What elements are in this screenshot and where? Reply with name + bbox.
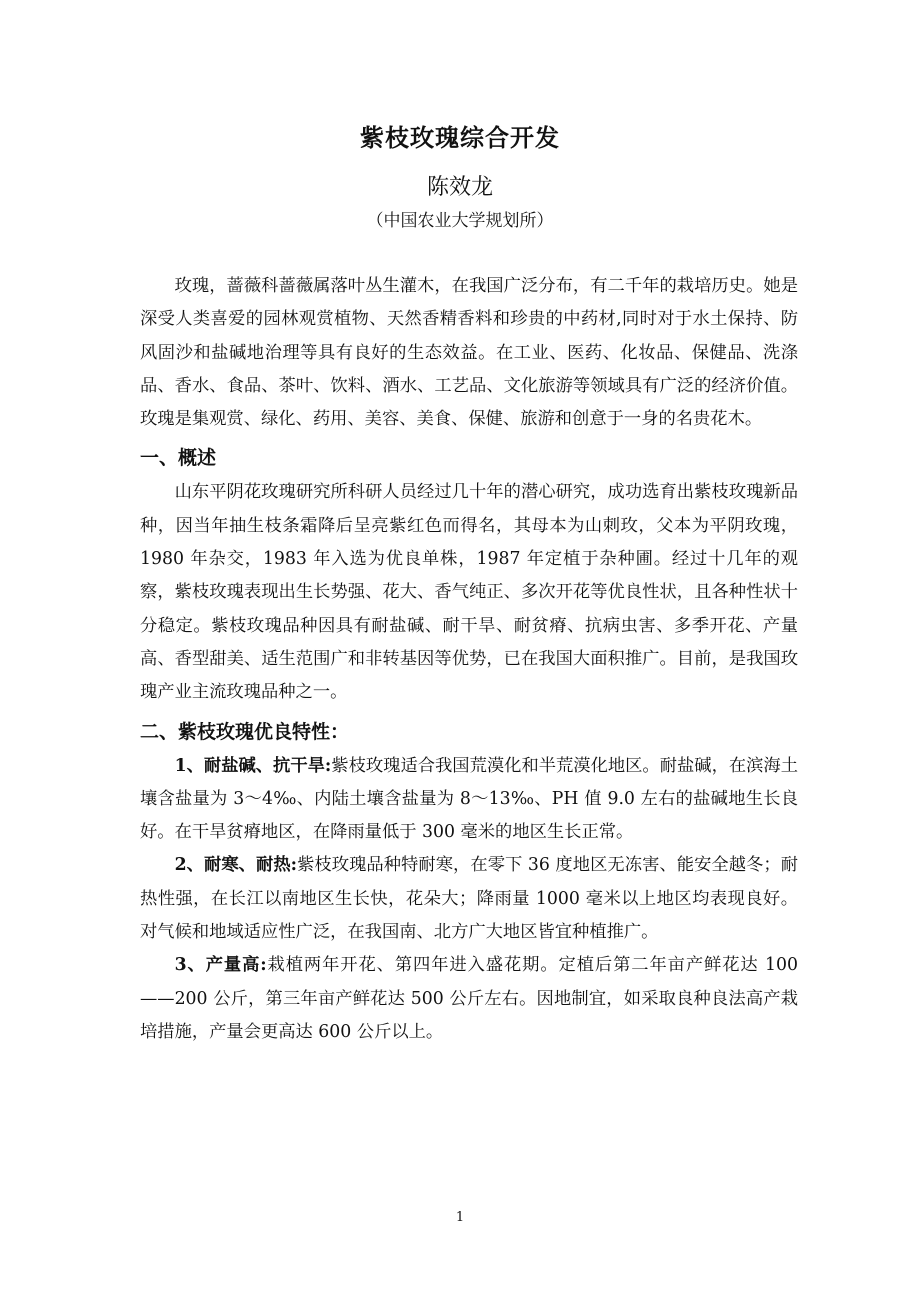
section-heading-traits: 二、紫枝玫瑰优良特性： (140, 720, 350, 743)
document-body (140, 270, 798, 1049)
overview-paragraph: 山东平阴花玫瑰研究所科研人员经过几十年的潜心研究，成功选育出紫枝玫瑰新品种，因当年抽生枝条霜降后呈亮紫红色而得名，其母本为山刺玫，父本为平阴玫瑰，1980 年杂交，1983 年入选为优良单株，1987 年定植于杂种圃。经过十几年的观察，紫枝玫瑰表现出生长势强、花大、香气纯正、多次开花等优良性状，且各种性状十分稳定。紫枝玫瑰品种因具有耐盐碱、耐干旱、耐贫瘠、抗病虫害、多季开花、产量高、香型甜美、适生范围广和非转基因等优势，已在我国大面积推广。目前，是我国玫瑰产业主流玫瑰品种之一。 (140, 482, 798, 703)
author-affiliation: （中国农业大学规划所） (366, 211, 554, 231)
trait-item (140, 750, 798, 850)
trait-lead: 2、耐寒、耐热: (174, 855, 298, 876)
page-number: 1 (455, 1210, 465, 1225)
document-title: 紫枝玫瑰综合开发 (360, 124, 560, 152)
trait-text: 栽植两年开花、第四年进入盛花期。定植后第二年亩产鲜花达 100——200 公斤，第三年亩产鲜花达 500 公斤左右。因地制宜，如采取良种良法高产栽培措施，产量会更高达 600 公斤以上。 (140, 955, 798, 1042)
trait-lead: 1、耐盐碱、抗干旱: (174, 755, 332, 776)
author-name: 陈效龙 (426, 175, 493, 200)
intro-paragraph: 玫瑰，蔷薇科蔷薇属落叶丛生灌木，在我国广泛分布，有二千年的栽培历史。她是深受人类喜爱的园林观赏植物、天然香精香料和珍贵的中药材,同时对于水土保持、防风固沙和盐碱地治理等具有良好的生态效益。在工业、医药、化妆品、保健品、洗涤品、香水、食品、茶叶、饮料、酒水、工艺品、文化旅游等领域具有广泛的经济价值。玫瑰是集观赏、绿化、药用、美容、美食、保健、旅游和创意于一身的名贵花木。 (140, 276, 798, 430)
trait-item (140, 949, 798, 1049)
trait-text: 紫枝玫瑰品种特耐寒，在零下 36 度地区无冻害、能安全越冬；耐热性强，在长江以南地区生长快，花朵大；降雨量 1000 毫米以上地区均表现良好。对气候和地域适应性广泛，在我国南、北方广大地区皆宜种植推广。 (140, 855, 798, 943)
trait-text: 紫枝玫瑰适合我国荒漠化和半荒漠化地区。耐盐碱，在滨海土壤含盐量为 3～4‰、内陆土壤含盐量为 8～13‰、PH 值 9.0 左右的盐碱地生长良好。在干旱贫瘠地区，在降雨量低于 300 毫米的地区生长正常。 (140, 755, 798, 843)
section-heading-overview: 一、概述 (140, 447, 217, 470)
trait-lead: 3、产量高: (174, 955, 267, 976)
trait-item (140, 849, 798, 949)
